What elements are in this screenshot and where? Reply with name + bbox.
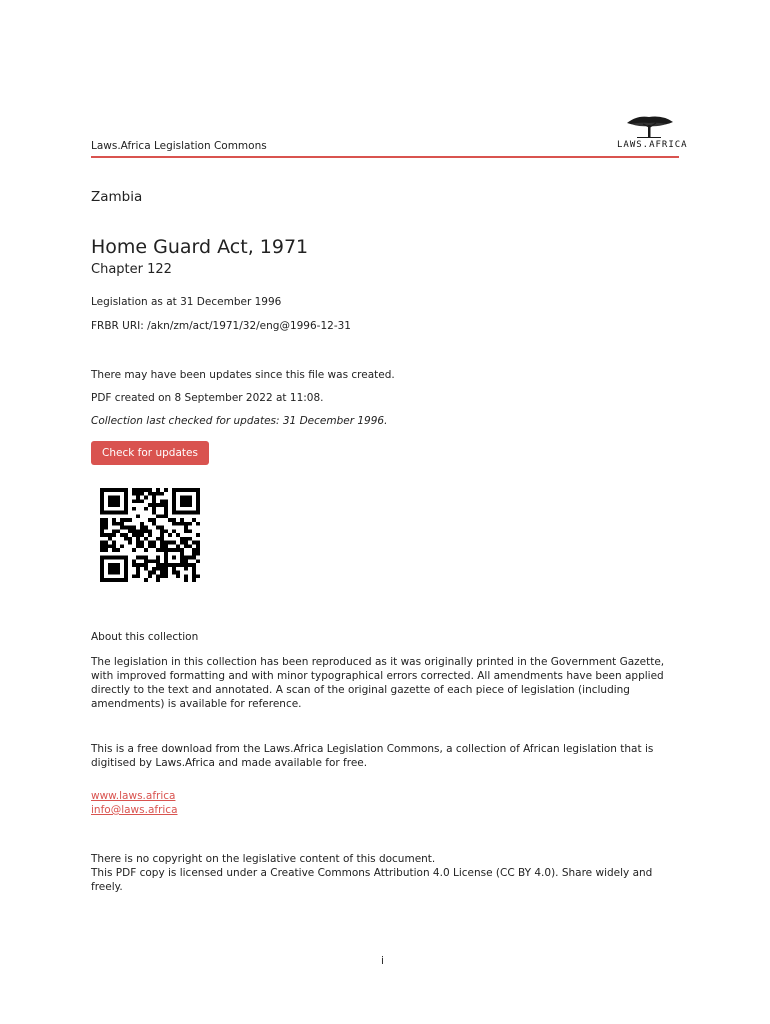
page-number: i xyxy=(381,955,384,967)
contact-links xyxy=(91,789,681,817)
copyright-line: There is no copyright on the legislative content of this document. xyxy=(91,853,436,865)
license-notice xyxy=(91,852,681,894)
updates-notice: There may have been updates since this file was created. xyxy=(91,369,395,381)
qr-code-icon[interactable] xyxy=(100,488,200,582)
last-checked-date: Collection last checked for updates: 31 December 1996. xyxy=(91,415,388,427)
collection-title: Laws.Africa Legislation Commons xyxy=(91,140,267,152)
license-line: This PDF copy is licensed under a Creative Commons Attribution 4.0 License (CC BY 4.0). Share widely and freely. xyxy=(91,867,653,893)
check-for-updates-button[interactable]: Check for updates xyxy=(91,441,209,465)
document-title: Home Guard Act, 1971 xyxy=(91,236,309,258)
frbr-uri: FRBR URI: /akn/zm/act/1971/32/eng@1996-12-31 xyxy=(91,320,351,332)
about-heading: About this collection xyxy=(91,631,199,643)
email-link[interactable]: info@laws.africa xyxy=(91,804,178,816)
website-link[interactable]: www.laws.africa xyxy=(91,790,176,802)
header-divider xyxy=(91,156,679,158)
about-paragraph: The legislation in this collection has been reproduced as it was originally printed in the Government Gazette, with improved formatting and with minor typographical errors corrected. All amendments have been applied directly to the text and annotated. A scan of the original gazette of each piece of legislation (including amendments) is available for reference. xyxy=(91,656,665,710)
free-download-paragraph: This is a free download from the Laws.Africa Legislation Commons, a collection of African legislation that is digitised by Laws.Africa and made available for free. xyxy=(91,743,654,769)
legislation-date: Legislation as at 31 December 1996 xyxy=(91,296,282,308)
country-name: Zambia xyxy=(91,189,143,205)
logo-wordmark: LAWS.AFRICA xyxy=(617,140,688,150)
pdf-created-date: PDF created on 8 September 2022 at 11:08. xyxy=(91,392,324,404)
chapter-number: Chapter 122 xyxy=(91,262,172,277)
laws-africa-logo xyxy=(617,113,688,153)
acacia-tree-icon xyxy=(617,113,681,139)
